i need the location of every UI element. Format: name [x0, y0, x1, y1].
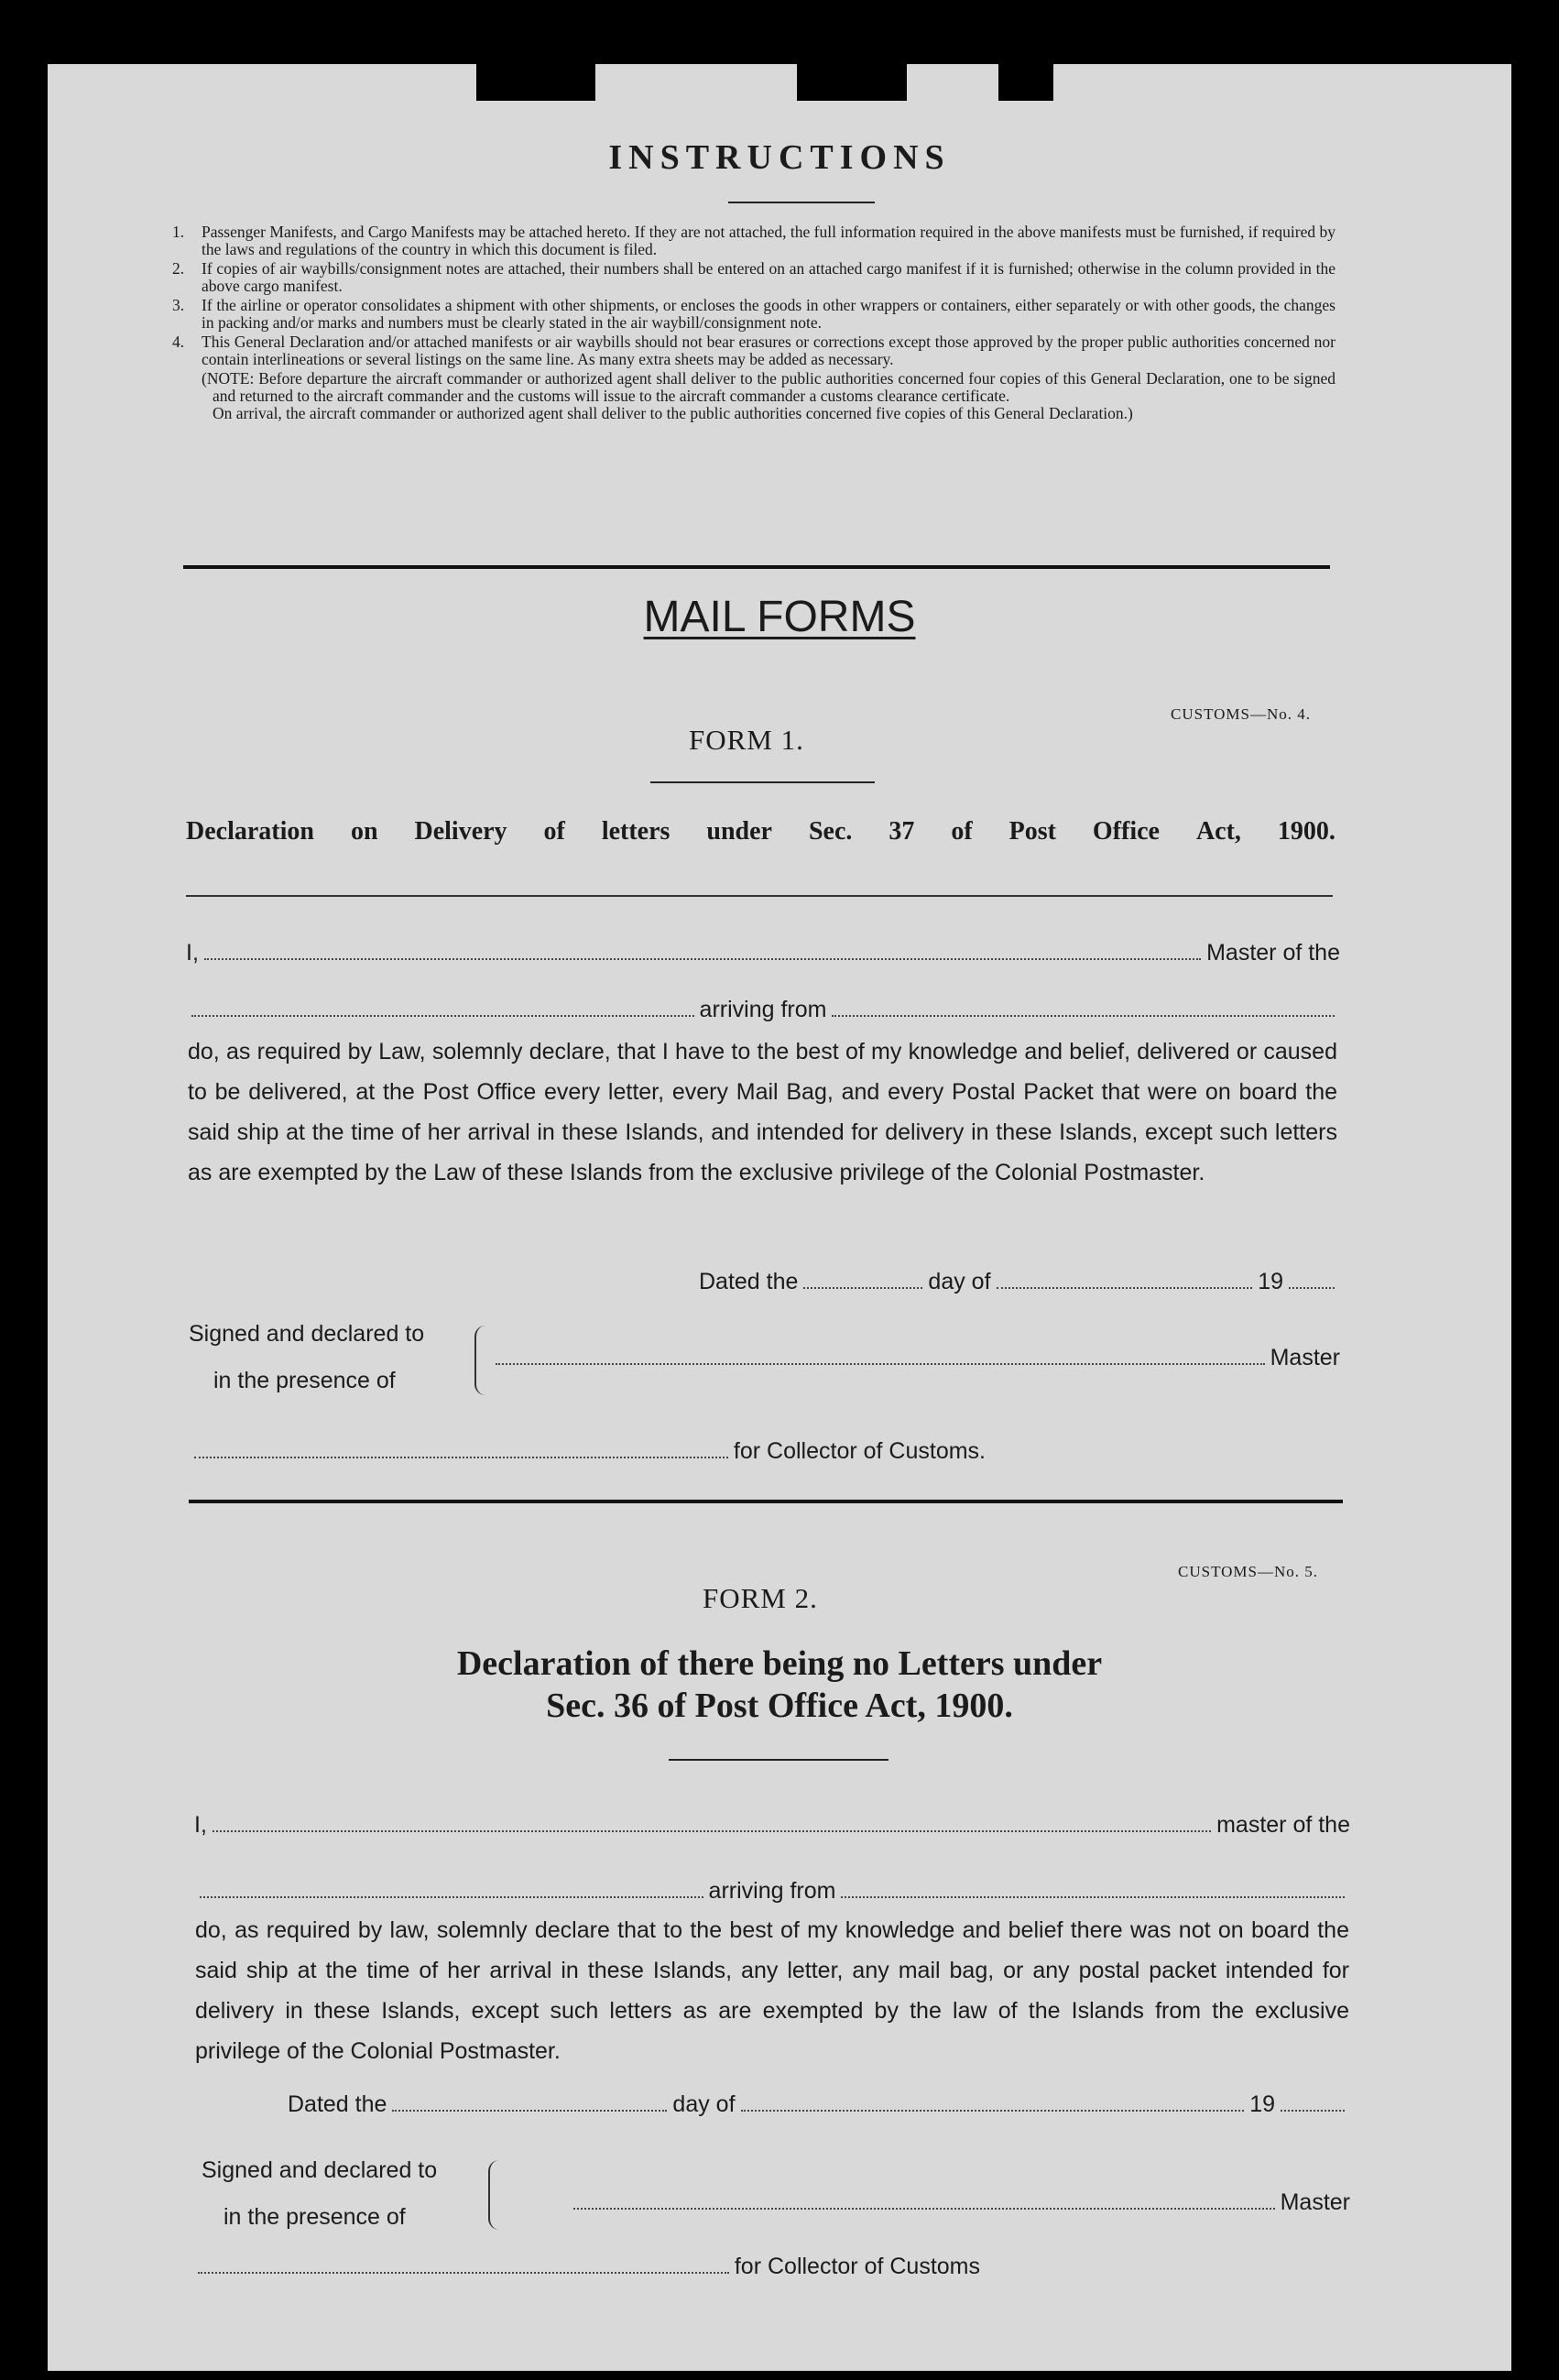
form2-date-line	[288, 2091, 1350, 2118]
form-title-underline	[650, 781, 875, 783]
day-of-label: day of	[928, 1269, 991, 1294]
year-label: 19	[1258, 1269, 1283, 1294]
form2-master-signature-line	[568, 2189, 1350, 2216]
declaration-word: of	[951, 817, 973, 846]
form2-line-end: master of the	[1216, 1812, 1350, 1838]
instruction-number: 3.	[172, 296, 185, 314]
declaration-word: Office	[1092, 817, 1160, 846]
form2-heading-line: Declaration of there being no Letters under	[456, 1644, 1103, 1683]
ship-name-field[interactable]	[200, 1880, 703, 1898]
collector-label: for Collector of Customs	[734, 2254, 980, 2279]
instruction-note-arrival: On arrival, the aircraft commander or authorized agent shall deliver to the public authorities concerned five copies of this General Declaration.)	[213, 404, 1133, 422]
instruction-number: 4.	[172, 333, 185, 351]
presence-label: in the presence of	[213, 1368, 396, 1393]
form1-declaration-body: do, as required by Law, solemnly declare, that I have to the best of my knowledge and belief, delivered or caused to be delivered, at the Post Office every letter, every Mail Bag, and every Postal Packet that were on board the said ship at the time of her arrival in these Islands, and intended for delivery in these Islands, except such letters as are exempted by the Law of these Islands from the exclusive privilege of the Colonial Postmaster.	[188, 1039, 1337, 1185]
declaration-word: Delivery	[414, 817, 507, 846]
brace	[474, 1326, 489, 1395]
master-signature-field[interactable]	[573, 2191, 1275, 2210]
scan-tab-mark	[476, 64, 595, 101]
section-divider	[183, 565, 1330, 569]
form1-line-start: I,	[186, 940, 199, 966]
declaration-word: under	[706, 817, 772, 846]
instruction-item	[172, 224, 1336, 258]
form2-collector-line	[192, 2254, 980, 2280]
customs-number: CUSTOMS—No. 4.	[1171, 705, 1312, 723]
date-month-field[interactable]	[741, 2093, 1245, 2112]
form1-declaration-heading	[186, 817, 1336, 846]
signed-label: Signed and declared to	[202, 2157, 438, 2183]
scan-tab-mark	[998, 64, 1053, 101]
master-signature-field[interactable]	[496, 1347, 1265, 1365]
mail-forms-heading: MAIL FORMS	[643, 593, 916, 641]
origin-port-field[interactable]	[832, 999, 1335, 1017]
scan-tab-mark	[797, 64, 907, 101]
title-underline	[728, 202, 875, 203]
form2-heading-line: Sec. 36 of Post Office Act, 1900.	[546, 1687, 1013, 1725]
instructions-list	[172, 224, 1336, 422]
instruction-text: If the airline or operator consolidates a shipment with other shipments, or encloses the goods in other wrappers or containers, either separately or with other goods, the changes in packing and/or marks and numbers must be clearly stated in the air waybill/consignment note.	[202, 296, 1336, 332]
collector-signature-field[interactable]	[198, 2255, 729, 2274]
instruction-number: 1.	[172, 223, 185, 241]
date-day-field[interactable]	[803, 1271, 922, 1289]
dated-label: Dated the	[288, 2091, 387, 2117]
declaration-word: Declaration	[186, 817, 314, 846]
arriving-from-label: arriving from	[708, 1878, 836, 1904]
instruction-text: If copies of air waybills/consignment notes are attached, their numbers shall be entered on an attached cargo manifest if it is furnished; otherwise in the column provided in the above cargo manifest.	[202, 259, 1336, 295]
declaration-word: Sec.	[808, 817, 853, 846]
declaration-word: Post	[1008, 817, 1056, 846]
instruction-item	[172, 260, 1336, 295]
dated-label: Dated the	[699, 1269, 799, 1294]
form2-name-line	[194, 1812, 1350, 1839]
collector-label: for Collector of Customs.	[733, 1438, 986, 1464]
instructions-title: INSTRUCTIONS	[608, 138, 951, 177]
origin-port-field[interactable]	[841, 1880, 1345, 1898]
signed-label: Signed and declared to	[189, 1321, 425, 1347]
brace	[488, 2160, 503, 2230]
declaration-word: on	[350, 817, 378, 846]
form2-line-start: I,	[194, 1812, 207, 1838]
form-title: FORM 2.	[703, 1582, 818, 1614]
form2-declaration-heading-line1	[0, 1643, 1559, 1727]
master-label: Master	[1270, 1345, 1340, 1370]
date-year-field[interactable]	[1289, 1271, 1335, 1289]
date-year-field[interactable]	[1281, 2093, 1345, 2112]
master-name-field[interactable]	[213, 1814, 1211, 1832]
arriving-from-label: arriving from	[699, 997, 827, 1022]
master-label: Master	[1280, 2189, 1350, 2215]
declaration-word: Act,	[1195, 817, 1241, 846]
customs-number: CUSTOMS—No. 5.	[1178, 1563, 1319, 1580]
declaration-word: 1900.	[1277, 817, 1336, 846]
presence-label: in the presence of	[223, 2204, 406, 2230]
ship-name-field[interactable]	[191, 999, 694, 1017]
form2-vessel-line	[194, 1878, 1350, 1905]
master-name-field[interactable]	[204, 942, 1201, 960]
instruction-note: (NOTE: Before departure the aircraft commander or authorized agent shall deliver to the public authorities concerned four copies of this General Declaration, one to be signed and returned to the aircraft commander and the customs will issue to the aircraft commander a customs clearance certificate.	[202, 369, 1336, 405]
form1-name-line	[186, 940, 1340, 966]
instruction-item	[172, 297, 1336, 332]
form1-date-line	[699, 1269, 1340, 1295]
form1-vessel-line	[186, 997, 1340, 1023]
instruction-item	[172, 333, 1336, 368]
instruction-text: Passenger Manifests, and Cargo Manifests may be attached hereto. If they are not attached, the full information required in the above manifests must be furnished, if required by the laws and regulations of the country in which this document is filed.	[202, 223, 1336, 258]
form-title: FORM 1.	[689, 724, 804, 756]
form1-master-signature-line	[490, 1345, 1340, 1371]
day-of-label: day of	[672, 2091, 736, 2117]
declaration-word: letters	[601, 817, 670, 846]
declaration-word: 37	[889, 817, 915, 846]
year-label: 19	[1249, 2091, 1275, 2117]
form2-title-underline	[669, 1759, 889, 1761]
form2-declaration-body: do, as required by law, solemnly declare that to the best of my knowledge and belief there was not on board the said ship at the time of her arrival in these Islands, any letter, any mail bag, or any postal packet intended for delivery in these Islands, except such letters as are exempted by the law of the Islands from the exclusive privilege of the Colonial Postmaster.	[195, 1917, 1349, 2064]
collector-signature-field[interactable]	[194, 1440, 728, 1458]
form1-heading-rule	[186, 895, 1333, 897]
form1-collector-line	[189, 1438, 986, 1465]
declaration-word: of	[543, 817, 565, 846]
date-month-field[interactable]	[997, 1271, 1253, 1289]
form-divider	[189, 1500, 1343, 1503]
form1-line-end: Master of the	[1206, 940, 1340, 966]
instruction-number: 2.	[172, 259, 185, 278]
instruction-text: This General Declaration and/or attached manifests or air waybills should not bear erasures or corrections except those approved by the proper public authorities concerned nor contain interlineations or several listings on the same line. As many extra sheets may be added as necessary.	[202, 333, 1336, 368]
date-day-field[interactable]	[392, 2093, 667, 2112]
